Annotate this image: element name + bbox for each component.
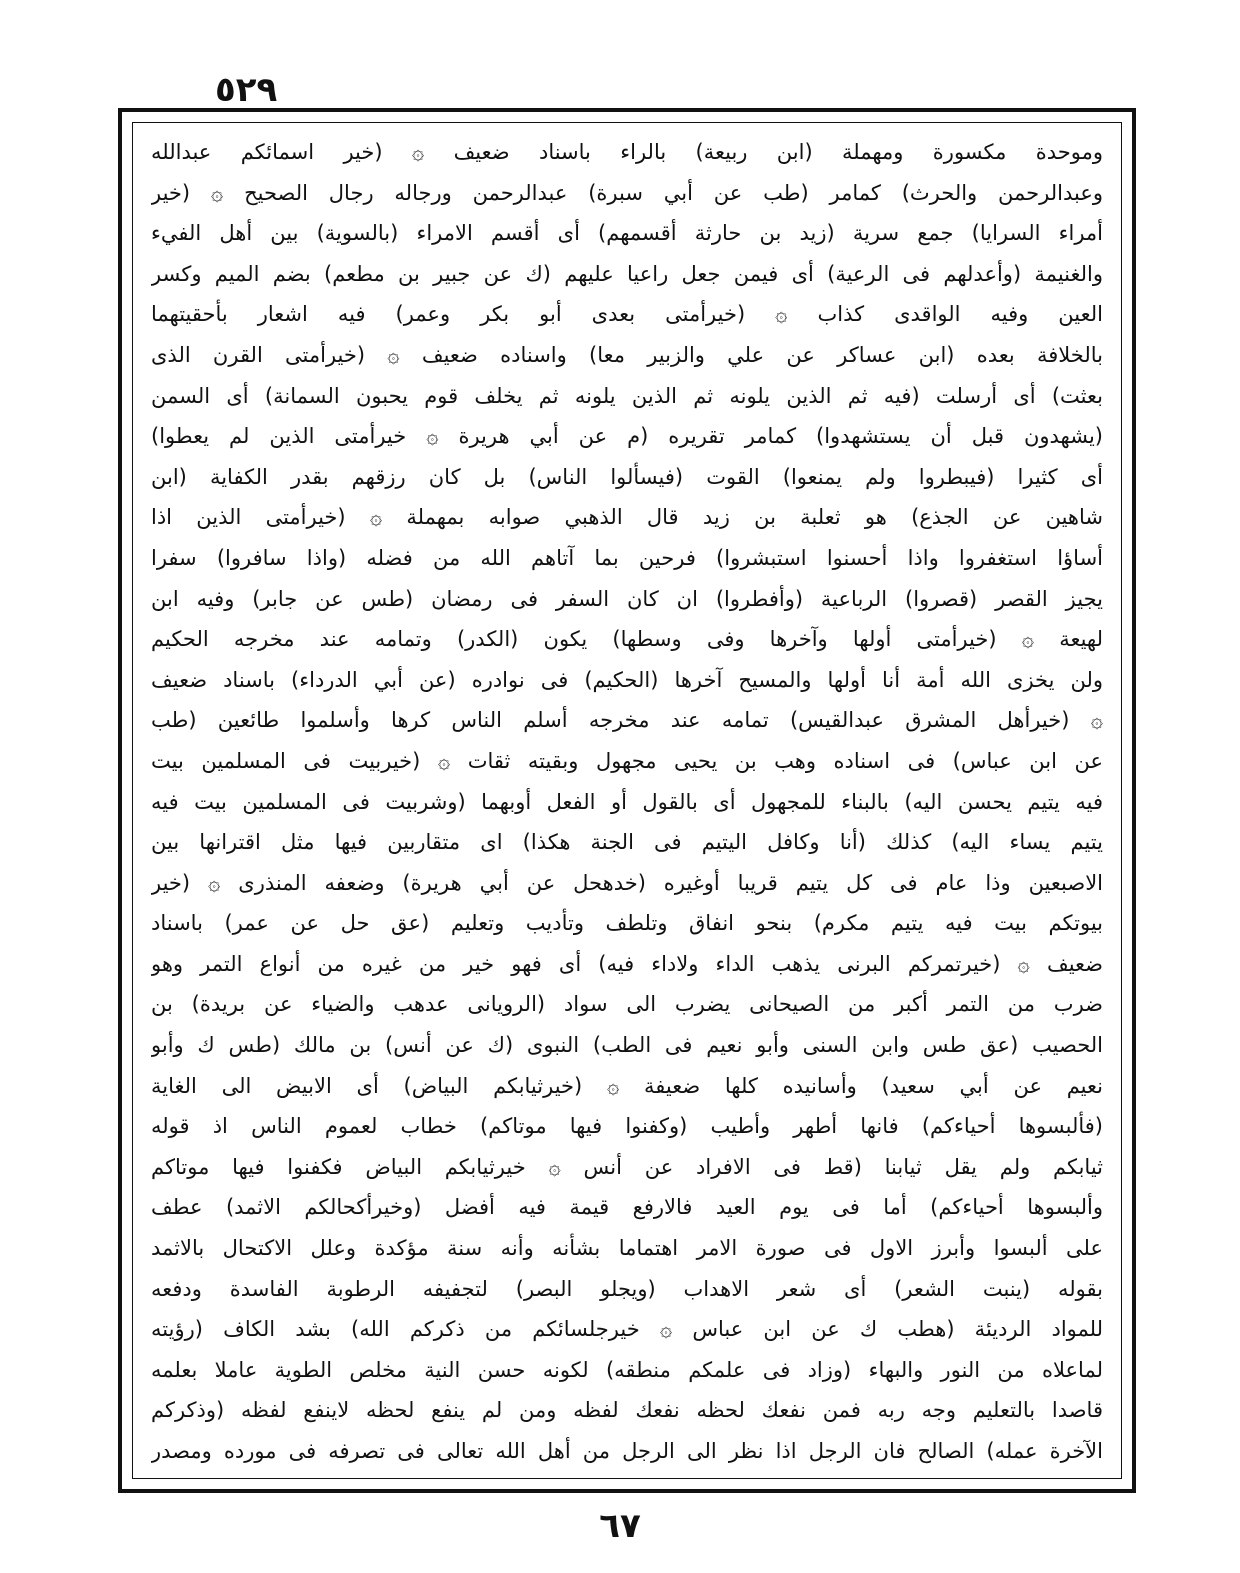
text-line: وموحدة مكسورة ومهملة (ابن ربيعة) بالراء باسناد ضعيف ۞ (خير اسمائكم عبدالله [151,140,1103,164]
text-line: للمواد الرديئة (هطب ك عن ابن عباس ۞ خيرجلسائكم من ذكركم الله) بشد الكاف (رؤيته [151,1317,1103,1342]
text-line: بقوله (ينبت الشعر) أى شعر الاهداب (ويجلو البصر) لتجفيفه الرطوبة الفاسدة ودفعه [151,1276,1103,1301]
text-line: الآخرة عمله) الصالح فان الرجل اذا نظر الى الرجل من أهل الله تعالى فى تصرفه فى مورده ومصدر [151,1439,1103,1463]
text-line: والغنيمة (وأعدلهم فى الرعية) أى فيمن جعل راعيا عليهم (ك عن جبير بن مطعم) بضم الميم وكسر [151,261,1103,286]
text-line: نعيم عن أبي سعيد) وأسانيده كلها ضعيفة ۞ (خيرثيابكم البياض) أى الابيض الى الغاية [151,1073,1103,1098]
page-border-inner [132,122,1122,1479]
text-line: ضعيف ۞ (خيرتمركم البرنى يذهب الداء ولاداء فيه) أى فهو خير من غيره من أنواع التمر وهو [151,951,1103,976]
page-number-bottom: ٦٧ [599,1506,641,1546]
page-border [118,108,1136,1493]
text-line: بعثت) أى أرسلت (فيه ثم الذين يلونه ثم الذين يلونه ثم يخلف قوم يحبون السمانة) أى السمن [151,383,1103,408]
text-line: الاصبعين وذا عام فى كل يتيم قريبا أوغيره (خدهحل عن أبي هريرة) وضعفه المنذرى ۞ (خير [151,870,1103,895]
text-line: الحصيب (عق طس وابن السنى وأبو نعيم فى الطب) النبوى (ك عن أنس) بن مالك (طس ك وأبو [151,1033,1103,1058]
text-line: بالخلافة بعده (ابن عساكر عن علي والزبير معا) واسناده ضعيف ۞ (خيرأمتى القرن الذى [151,342,1103,367]
text-line: ولن يخزى الله أمة أنا أولها والمسيح آخرها (الحكيم) فى نوادره (عن أبي الدرداء) باسناد ضعيف [151,667,1103,692]
text-line: شاهين عن الجذع) هو ثعلبة بن زيد قال الذهبي صوابه بمهملة ۞ (خيرأمتى الذين اذا [151,505,1103,530]
text-line: على ألبسوا وأبرز الاول فى صورة الامر اهتماما بشأنه وأنه سنة مؤكدة وعلل الاكتحال بالاثمد [151,1236,1103,1261]
page-number-top: ٥٢٩ [215,70,278,110]
text-line: أمراء السرايا) جمع سرية (زيد بن حارثة أقسمهم) أى أقسم الامراء (بالسوية) بين أهل الفيء [151,221,1103,246]
text-line: العين وفيه الواقدى كذاب ۞ (خيرأمتى بعدى أبو بكر وعمر) فيه اشعار بأحقيتهما [151,302,1103,327]
text-line: (يشهدون قبل أن يستشهدوا) كمامر تقريره (م عن أبي هريرة ۞ خيرأمتى الذين لم يعطوا) [151,424,1103,449]
text-line: ۞ (خيرأهل المشرق عبدالقيس) تمامه عند مخرجه أسلم الناس كرها وأسلموا طائعين (طب [151,708,1103,733]
text-line: فيه يتيم يحسن اليه) بالبناء للمجهول أى بالقول أو الفعل أوبهما (وشربيت فى المسلمين بيت فيه [151,789,1103,814]
text-line: (فألبسوها أحياءكم) فانها أطهر وأطيب (وكفنوا فيها موتاكم) خطاب لعموم الناس اذ قوله [151,1114,1103,1139]
text-line: ضرب من التمر أكبر من الصيحانى يضرب الى سواد (الرويانى عدهب والضياء عن بريدة) بن [151,992,1103,1017]
text-line: بيوتكم بيت فيه يتيم مكرم) بنحو انفاق وتلطف وتأديب وتعليم (عق حل عن عمر) باسناد [151,911,1103,936]
text-line: قاصدا بالتعليم وجه ربه فمن نفعك لحظه نفعك لفظه ومن لم ينفع لحظه لاينفع لفظه (وذكركم [151,1398,1103,1423]
text-line: يجيز القصر (قصروا) الرباعية (وأفطروا) ان كان السفر فى رمضان (طس عن جابر) وفيه ابن [151,586,1103,611]
text-line: وألبسوها أحياءكم) أما فى يوم العيد فالارفع قيمة فيه أفضل (وخيرأكحالكم الاثمد) عطف [151,1195,1103,1220]
text-line: ثيابكم ولم يقل ثيابنا (قط فى الافراد عن أنس ۞ خيرثيابكم البياض فكفنوا فيها موتاكم [151,1154,1103,1179]
text-line: أى كثيرا (فيبطروا ولم يمنعوا) القوت (فيسألوا الناس) بل كان رزقهم بقدر الكفاية (ابن [151,464,1103,489]
text-line: لهيعة ۞ (خيرأمتى أولها وآخرها وفى وسطها) يكون (الكدر) وتمامه عند مخرجه الحكيم [151,627,1103,652]
text-line: يتيم يساء اليه) كذلك (أنا وكافل اليتيم فى الجنة هكذا) اى متقاربين فيها مثل اقترانها بين [151,830,1103,855]
text-body [151,137,1103,1466]
text-line: لماعلاه من النور والبهاء (وزاد فى علمكم منطقه) لكونه حسن النية مخلص الطوية عاملا بعلمه [151,1357,1103,1382]
text-line: أساؤا استغفروا واذا أحسنوا استبشروا) فرحين بما آتاهم الله من فضله (واذا سافروا) سفرا [151,545,1103,570]
text-line: عن ابن عباس) فى اسناده وهب بن يحيى مجهول وبقيته ثقات ۞ (خيربيت فى المسلمين بيت [151,748,1103,773]
text-line: وعبدالرحمن والحرث) كمامر (طب عن أبي سبرة) عبدالرحمن ورجاله رجال الصحيح ۞ (خير [151,180,1103,205]
